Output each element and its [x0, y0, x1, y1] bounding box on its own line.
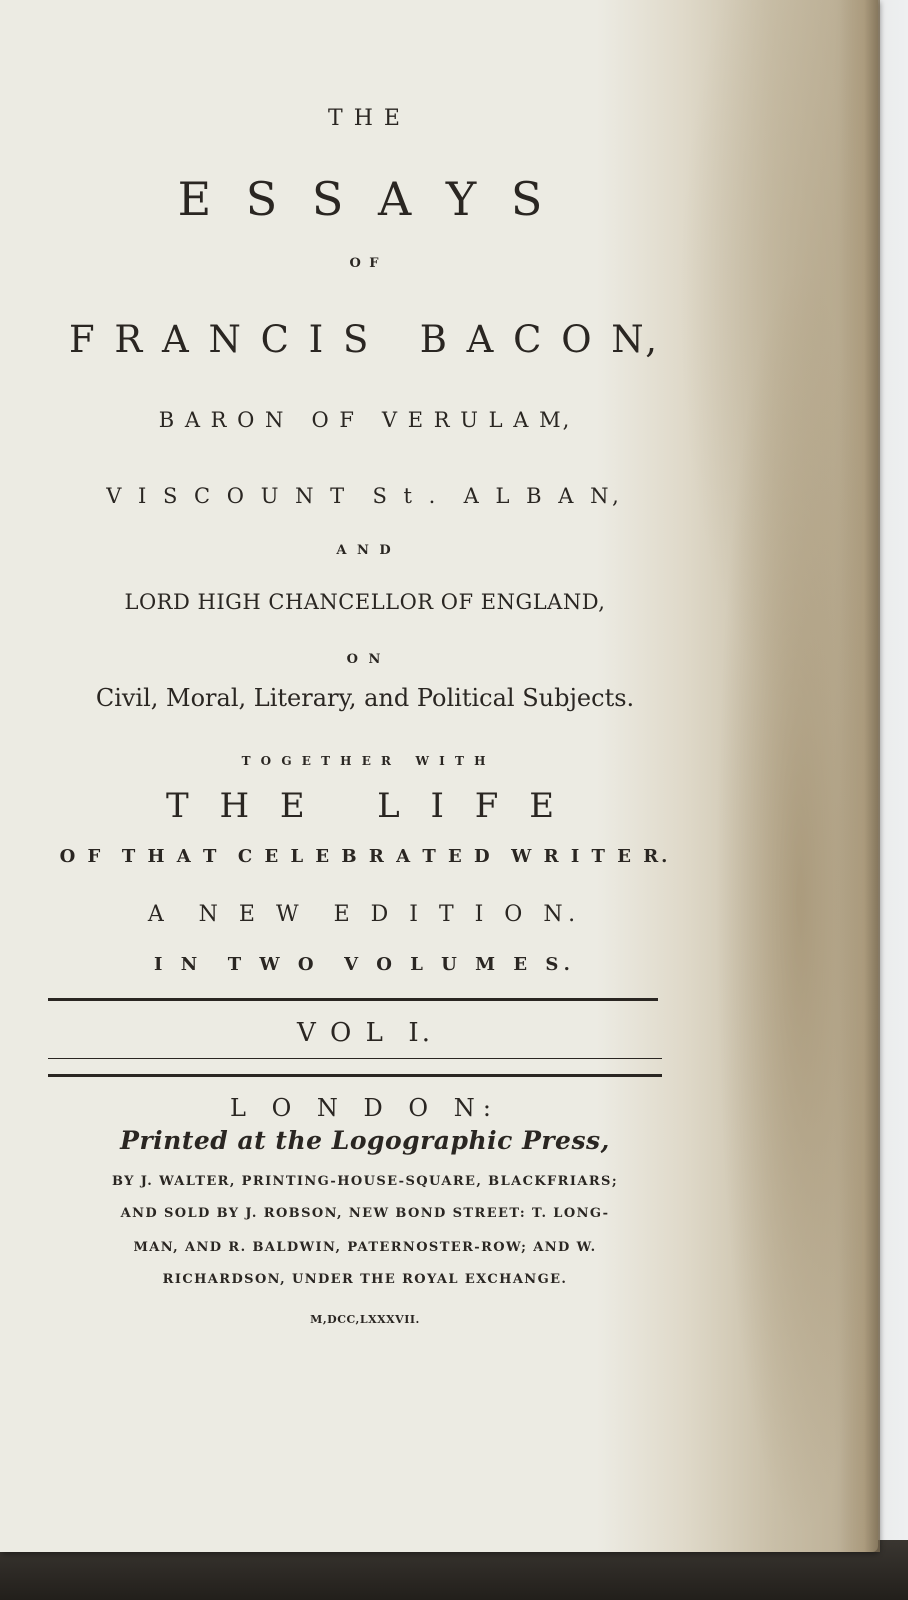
page-edge-shading	[840, 0, 880, 1552]
imprint-line-1: BY J. WALTER, PRINTING-HOUSE-SQUARE, BLACKFRIARS;	[111, 1174, 619, 1189]
heading-the: T H E	[328, 106, 402, 131]
heading-of: O F	[349, 256, 381, 271]
title-viscount: V I S C O U N T S t . A L B A N,	[106, 484, 624, 508]
imprint-line-2: AND SOLD BY J. ROBSON, NEW BOND STREET: T. LONG-	[120, 1206, 610, 1221]
celebrated-writer: O F T H A T C E L E B R A T E D W R I T E R.	[59, 846, 671, 867]
title-chancellor: LORD HIGH CHANCELLOR OF ENGLAND,	[124, 590, 606, 614]
rule-double-1	[48, 1058, 662, 1059]
imprint-london: L O N D O N:	[230, 1094, 500, 1122]
author-name: F R A N C I S B A C O N,	[68, 318, 662, 361]
imprint-line-3: MAN, AND R. BALDWIN, PATERNOSTER-ROW; AND W.	[133, 1240, 597, 1255]
rule-double-2	[48, 1074, 662, 1077]
conjunction-and: A N D	[336, 543, 394, 558]
imprint-printed: Printed at the Logographic Press,	[120, 1126, 610, 1155]
imprint-year: M,DCC,LXXXVII.	[310, 1313, 420, 1326]
heading-the-life: T H E L I F E	[165, 786, 565, 826]
title-baron: B A R O N O F V E R U L A M,	[158, 408, 572, 432]
volume-number: V O L I.	[297, 1018, 433, 1048]
two-volumes: I N T W O V O L U M E S.	[154, 954, 576, 975]
preposition-on: O N	[346, 652, 384, 667]
imprint-line-4: RICHARDSON, UNDER THE ROYAL EXCHANGE.	[162, 1272, 568, 1287]
subjects-line: Civil, Moral, Literary, and Political Subjects.	[95, 684, 635, 712]
rule-top	[48, 998, 658, 1001]
new-edition: A N E W E D I T I O N.	[147, 902, 583, 927]
heading-essays: E S S A Y S	[177, 172, 553, 226]
together-with: T O G E T H E R W I T H	[241, 754, 489, 768]
